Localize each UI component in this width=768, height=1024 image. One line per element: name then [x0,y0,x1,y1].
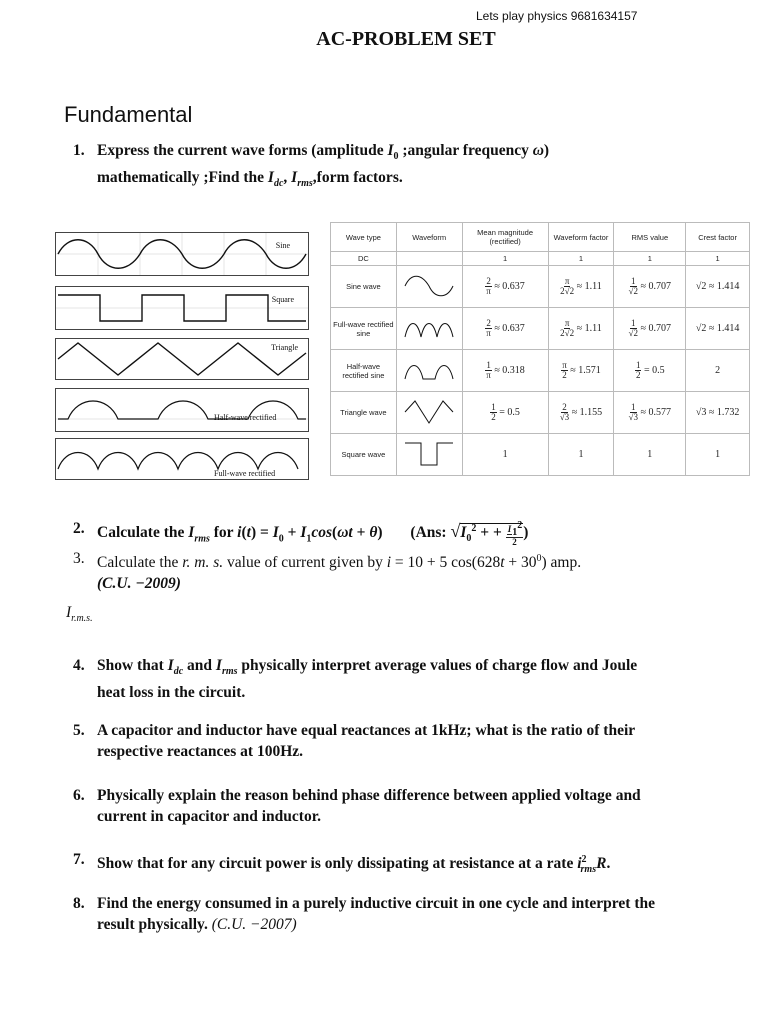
table-row: DC 1 1 1 1 [331,252,750,266]
table-header-row: Wave type Waveform Mean magnitude (rectified) Waveform factor RMS value Crest factor [331,223,750,252]
question-7: 7. Show that for any circuit power is only dissipating at resistance at a rate $i^2_{rms}R$. [73,851,611,876]
sine-panel: Sine [55,232,309,276]
question-number: 1. [73,142,85,159]
header-note: Lets play physics 9681634157 [476,9,638,23]
question-1: 1. Express the current wave forms (amplitude $I_0$ ;angular frequency ω) mathematically ;Find the $I_{dc}$, $I_{rms},form$ factors. [73,142,550,190]
waveform-panels [55,232,309,480]
table-row: Half-wave rectified sine $\frac{1}{\pi}$ ≈ 0.318 $\frac{\pi}{2}$ ≈ 1.571 $\frac{1}{2}$ = 0.5 2 [331,350,750,392]
question-3: 3. Calculate the r. m. s. value of current given by i = 10 + 5 $\cos(628t + 30^0)$ amp. (C.U. −2009) [73,550,582,593]
table-row: Sine wave $\frac{2}{\pi}$ ≈ 0.637 $\frac{\pi}{2√2}$ ≈ 1.11 $\frac{1}{√2}$ ≈ 0.707 √2 ≈ 1.414 [331,266,750,308]
dc-waveform-icon [396,252,462,266]
question-8: 8. Find the energy consumed in a purely inductive circuit in one cycle and interpret the result physically. (C.U. −2007) [73,895,655,933]
triangle-panel: Triangle [55,338,309,380]
question-5: 5. A capacitor and inductor have equal reactances at 1kHz; what is the ratio of their respective reactances at 100Hz. [73,722,636,760]
square-panel: Square [55,286,309,330]
section-heading: Fundamental [64,102,193,127]
page-title: AC-PROBLEM SET [316,28,496,50]
table-row: Triangle wave $\frac{1}{2}$ = 0.5 $\frac{2}{√3}$ ≈ 1.155 $\frac{1}{√3}$ ≈ 0.577 √3 ≈ 1.732 [331,392,750,434]
table-row: Full-wave rectified sine $\frac{2}{\pi}$ ≈ 0.637 $\frac{\pi}{2√2}$ ≈ 1.11 $\frac{1}{√2}$ ≈ 0.707 √2 ≈ 1.414 [331,308,750,350]
question-2: 2. Calculate the $I_{rms}$ for $i(t) = I_0 + I_1\cos(\omega t + \theta)$ (Ans: $√I_0^2$ + + $\frac{I_1^2}{2}$ ) [73,519,529,547]
square-waveform-icon [396,434,462,476]
sine-waveform-icon [396,266,462,308]
full-wave-waveform-icon [396,308,462,350]
square-wave-graphic [56,287,308,329]
question-6: 6. Physically explain the reason behind phase difference between applied voltage and current in capacitor and inductor. [73,787,641,825]
half-wave-waveform-icon [396,350,462,392]
table-row: Square wave 1 1 1 1 [331,434,750,476]
triangle-waveform-icon [396,392,462,434]
sine-wave-graphic [56,233,308,275]
answer-3: $I_{r.m.s.}$ [66,604,93,625]
full-wave-panel: Full-wave rectified [55,438,309,480]
waveform-table [330,222,750,476]
half-wave-graphic [56,389,308,431]
question-4: 4. Show that $I_{dc}$ and $I_{rms}$ physically interpret average values of charge flow and Joule heat loss in the circuit. [73,657,638,702]
half-wave-panel: Half-wave rectified [55,388,309,432]
